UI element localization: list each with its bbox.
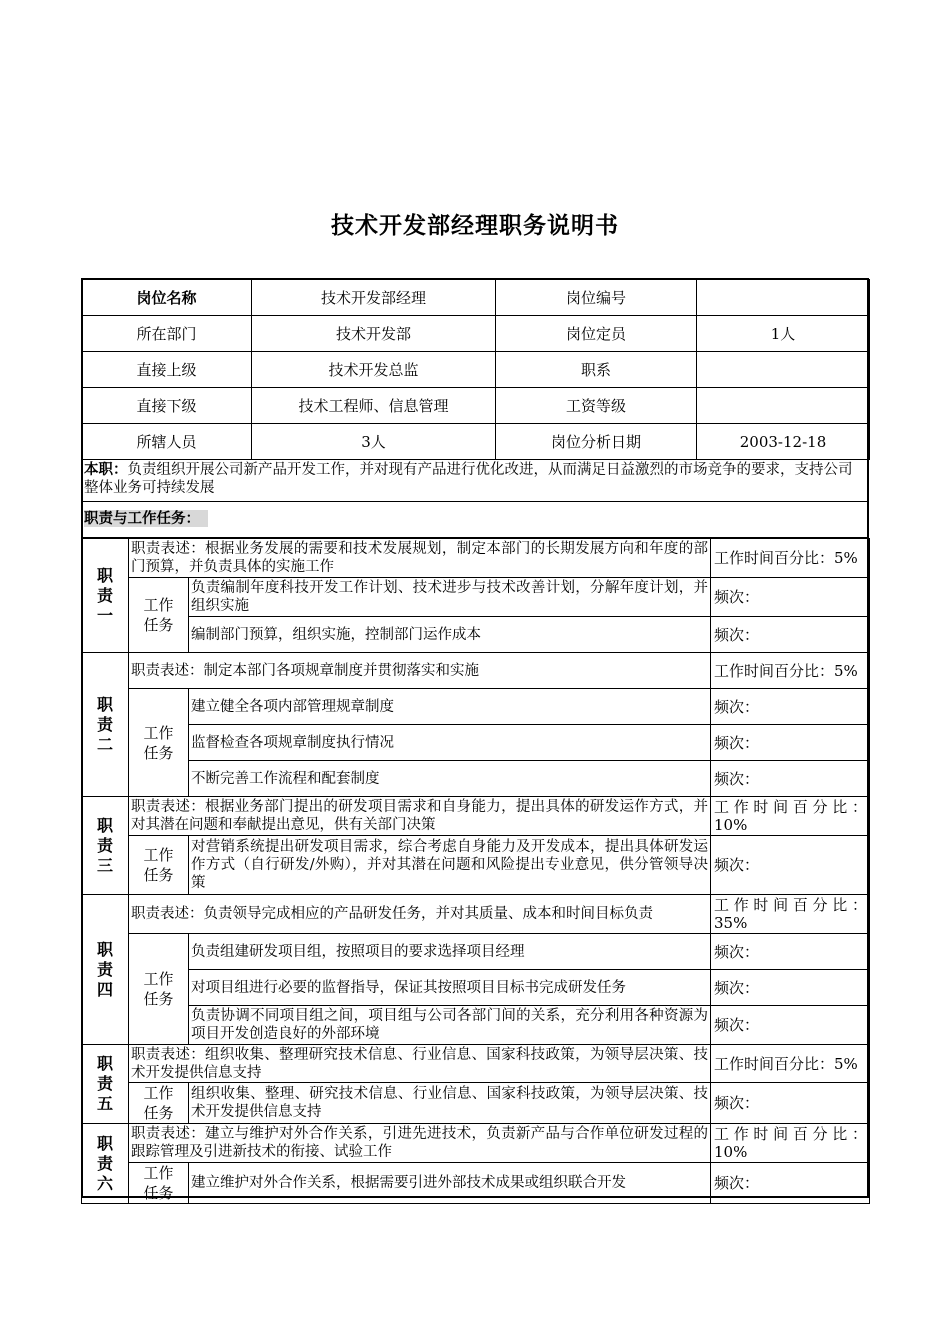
duty-statement: 职责表述：建立与维护对外合作关系，引进先进技术，负责新产品与合作单位研发过程的跟踪管理及引进新技术的衔接、试验工作 — [129, 1124, 711, 1163]
value-staff-count: 3人 — [252, 424, 496, 460]
duty-percent: 工作时间百分比：10% — [711, 1124, 870, 1163]
mission-label: 本职： — [84, 461, 128, 478]
duty-percent: 工作时间百分比：5% — [711, 539, 870, 578]
value-position-name: 技术开发部经理 — [252, 280, 496, 316]
label-salary-grade: 工资等级 — [496, 388, 697, 424]
duty-statement: 职责表述：根据业务发展的需要和技术发展规划，制定本部门的长期发展方向和年度的部门预算，并负责具体的实施工作 — [129, 539, 711, 578]
label-direct-superior: 直接上级 — [82, 352, 252, 388]
duty-percent: 工作时间百分比：5% — [711, 1045, 870, 1083]
task-frequency: 频次： — [711, 934, 870, 970]
duty-percent: 工作时间百分比：10% — [711, 797, 870, 836]
task-frequency: 频次： — [711, 761, 870, 797]
label-position-code: 岗位编号 — [496, 280, 697, 316]
work-task-label: 工作任务 — [129, 1163, 189, 1204]
task-frequency: 频次： — [711, 1163, 870, 1204]
work-task-label: 工作任务 — [129, 836, 189, 895]
duty-name: 职责一 — [82, 539, 129, 653]
duty-name: 职责三 — [82, 797, 129, 895]
mission-text: 负责组织开展公司新产品开发工作，并对现有产品进行优化改进，从而满足日益激烈的市场竞争的要求，支持公司整体业务可持续发展 — [84, 462, 853, 496]
duty-statement: 职责表述：组织收集、整理研究技术信息、行业信息、国家科技政策，为领导层决策、技术开发提供信息支持 — [129, 1045, 711, 1083]
task-frequency: 频次： — [711, 836, 870, 895]
duty-name: 职责四 — [82, 895, 129, 1045]
work-task-label: 工作任务 — [129, 578, 189, 653]
work-task-label: 工作任务 — [129, 934, 189, 1045]
tasks-header: 职责与工作任务： — [84, 510, 208, 527]
task-frequency: 频次： — [711, 1083, 870, 1124]
duty-percent: 工作时间百分比：35% — [711, 895, 870, 934]
document-title: 技术开发部经理职务说明书 — [331, 213, 619, 239]
value-direct-superior: 技术开发总监 — [252, 352, 496, 388]
label-department: 所在部门 — [82, 316, 252, 352]
label-staff-count: 所辖人员 — [82, 424, 252, 460]
duty-name: 职责六 — [82, 1124, 129, 1204]
duty-name: 职责五 — [82, 1045, 129, 1124]
label-job-family: 职系 — [496, 352, 697, 388]
value-headcount: 1人 — [697, 316, 870, 352]
task-text: 建立维护对外合作关系，根据需要引进外部技术成果或组织联合开发 — [189, 1163, 711, 1204]
label-position-name: 岗位名称 — [82, 280, 252, 316]
task-text: 监督检查各项规章制度执行情况 — [189, 725, 711, 761]
value-department: 技术开发部 — [252, 316, 496, 352]
value-direct-subordinates: 技术工程师、信息管理 — [252, 388, 496, 424]
task-text: 负责协调不同项目组之间，项目组与公司各部门间的关系，充分利用各种资源为项目开发创造良好的外部环境 — [189, 1006, 711, 1045]
duty-statement: 职责表述：负责领导完成相应的产品研发任务，并对其质量、成本和时间目标负责 — [129, 895, 711, 934]
task-frequency: 频次： — [711, 970, 870, 1006]
task-text: 建立健全各项内部管理规章制度 — [189, 689, 711, 725]
task-frequency: 频次： — [711, 725, 870, 761]
task-text: 编制部门预算，组织实施，控制部门运作成本 — [189, 617, 711, 653]
work-task-label: 工作任务 — [129, 1083, 189, 1124]
task-text: 组织收集、整理、研究技术信息、行业信息、国家科技政策，为领导层决策、技术开发提供信息支持 — [189, 1083, 711, 1124]
form-border — [81, 278, 869, 1198]
task-frequency: 频次： — [711, 689, 870, 725]
duty-statement: 职责表述：制定本部门各项规章制度并贯彻落实和实施 — [129, 653, 711, 689]
label-headcount: 岗位定员 — [496, 316, 697, 352]
label-analysis-date: 岗位分析日期 — [496, 424, 697, 460]
duty-statement: 职责表述：根据业务部门提出的研发项目需求和自身能力，提出具体的研发运作方式，并对其潜在问题和奉献提出意见，供有关部门决策 — [129, 797, 711, 836]
task-text: 不断完善工作流程和配套制度 — [189, 761, 711, 797]
task-frequency: 频次： — [711, 617, 870, 653]
duty-name: 职责二 — [82, 653, 129, 797]
task-text: 负责组建研发项目组，按照项目的要求选择项目经理 — [189, 934, 711, 970]
task-frequency: 频次： — [711, 1006, 870, 1045]
duty-percent: 工作时间百分比：5% — [711, 653, 870, 689]
work-task-label: 工作任务 — [129, 689, 189, 797]
task-text: 负责编制年度科技开发工作计划、技术进步与技术改善计划，分解年度计划，并组织实施 — [189, 578, 711, 617]
value-analysis-date: 2003-12-18 — [697, 424, 870, 460]
task-text: 对营销系统提出研发项目需求，综合考虑自身能力及开发成本，提出具体研发运作方式（自行研发/外购），并对其潜在问题和风险提出专业意见，供分管领导决策 — [189, 836, 711, 895]
task-frequency: 频次： — [711, 578, 870, 617]
label-direct-subordinates: 直接下级 — [82, 388, 252, 424]
task-text: 对项目组进行必要的监督指导，保证其按照项目目标书完成研发任务 — [189, 970, 711, 1006]
